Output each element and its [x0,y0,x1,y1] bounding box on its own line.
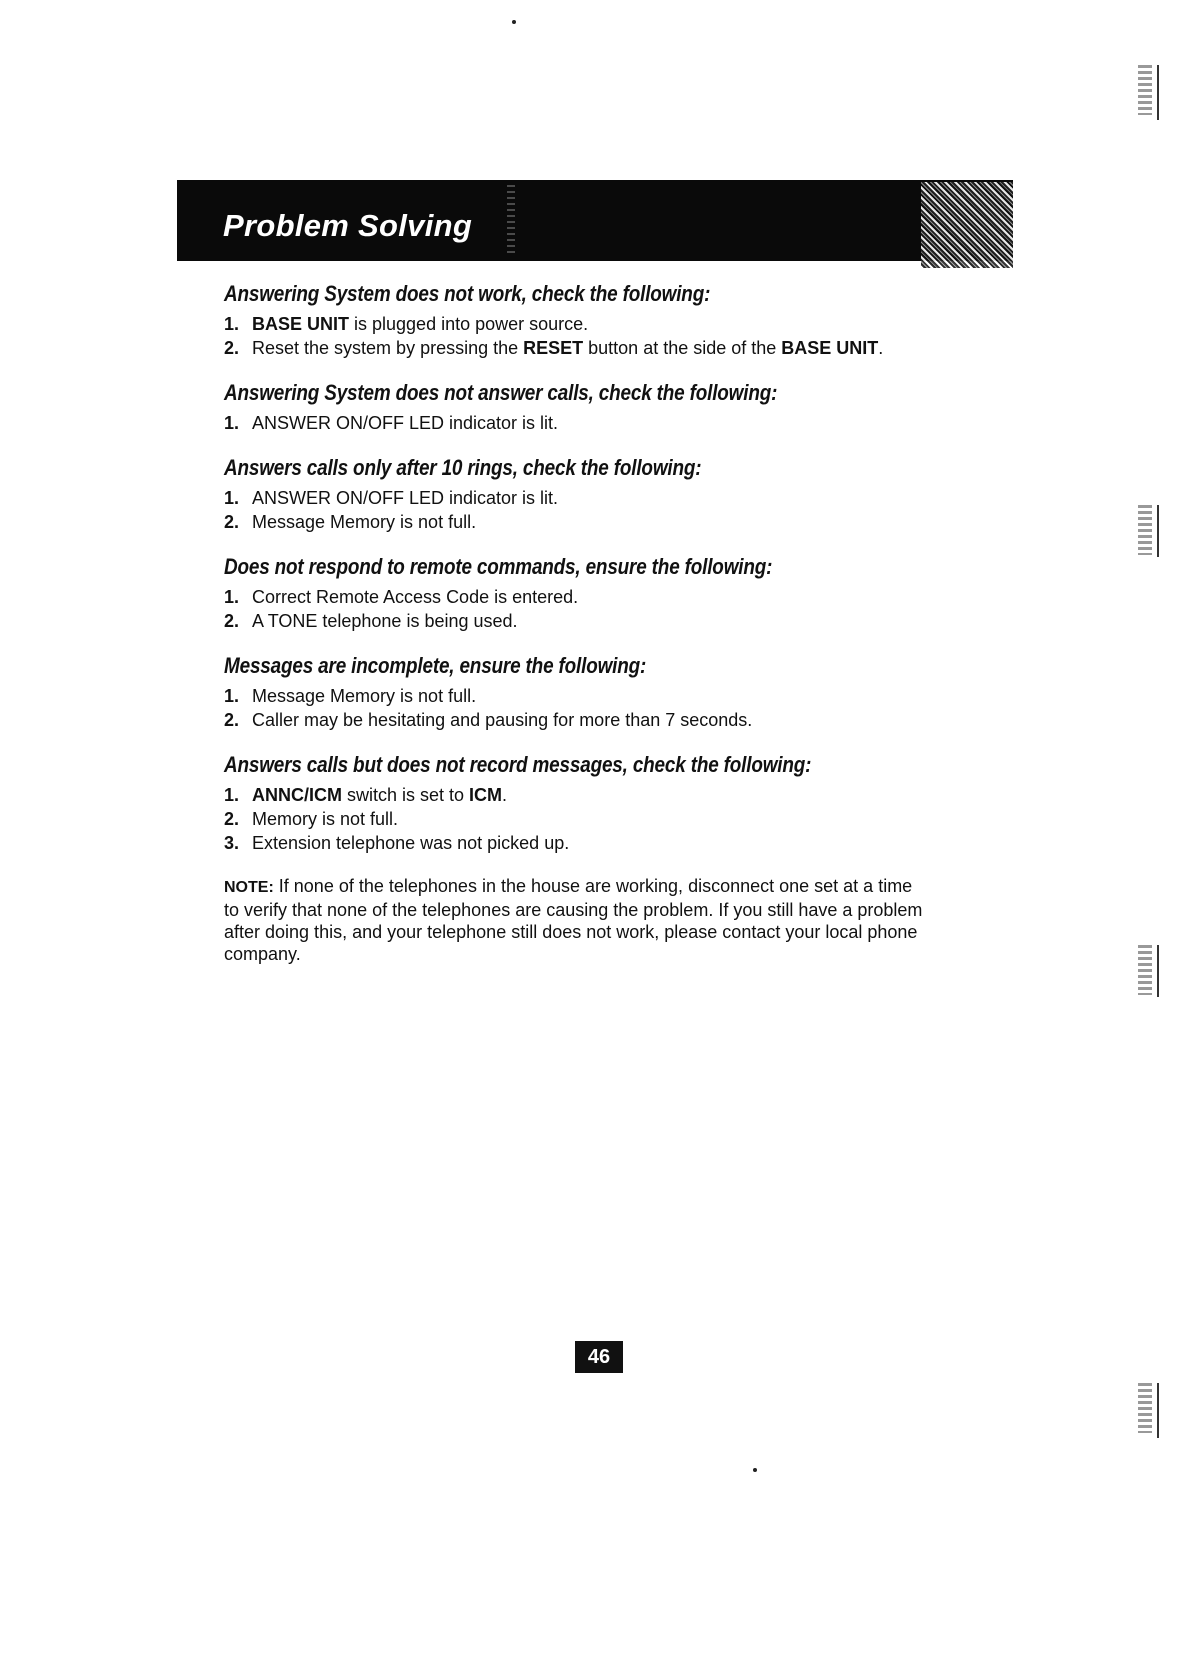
checklist-item [224,609,924,633]
item-keyword: BASE UNIT [781,338,879,358]
troubleshooting-section [224,554,924,633]
item-text: . [878,338,884,358]
section-heading: Answering System does not answer calls, check the following: [224,380,778,405]
section-heading: Answers calls only after 10 rings, check the following: [224,455,702,480]
item-number: 1. [224,413,240,433]
checklist [224,585,924,633]
scan-edge-line [1157,945,1159,997]
item-keyword: ANNC/ICM [252,785,342,805]
checklist [224,312,924,360]
item-text: ANSWER ON/OFF LED indicator is lit. [252,413,559,433]
item-text: Reset the system by pressing the [252,338,524,358]
checklist-item [224,312,924,336]
section-heading: Answering System does not work, check the following: [224,281,711,306]
note-label: NOTE: [224,879,274,896]
scan-edge-mark [1138,505,1152,555]
item-number: 1. [224,785,240,805]
scan-edge-line [1157,1383,1159,1438]
scan-edge-mark [1138,1383,1152,1433]
scan-artifact [507,185,515,255]
troubleshooting-section [224,380,924,435]
item-number: 2. [224,512,240,532]
scan-edge-mark [1138,945,1152,995]
item-number: 2. [224,611,240,631]
item-keyword: RESET [523,338,584,358]
troubleshooting-content [224,281,924,965]
troubleshooting-section [224,653,924,732]
item-text: Extension telephone was not picked up. [252,833,570,853]
item-text: Memory is not full. [252,809,399,829]
item-number: 1. [224,488,240,508]
scan-edge-mark [1138,65,1152,115]
checklist-item [224,684,924,708]
page-number: 46 [575,1341,623,1373]
checklist-item [224,411,924,435]
checklist-item [224,831,924,855]
page-title: Problem Solving [223,208,473,243]
item-text: button at the side of the [583,338,782,358]
item-number: 3. [224,833,240,853]
scan-edge-line [1157,505,1159,557]
item-text: Message Memory is not full. [252,512,477,532]
item-keyword: ICM [469,785,503,805]
checklist-item [224,336,924,360]
item-text: Message Memory is not full. [252,686,477,706]
item-number: 1. [224,587,240,607]
troubleshooting-section [224,752,924,855]
troubleshooting-section [224,281,924,360]
checklist-item [224,708,924,732]
item-text: A TONE telephone is being used. [252,611,518,631]
checklist [224,684,924,732]
item-text: . [502,785,508,805]
checklist [224,486,924,534]
scan-dot [512,20,516,24]
header-texture-image [921,182,1013,268]
checklist-item [224,510,924,534]
checklist-item [224,807,924,831]
checklist [224,411,924,435]
section-heading: Messages are incomplete, ensure the following: [224,653,647,678]
checklist-item [224,783,924,807]
scan-dot [753,1468,757,1472]
scan-edge-line [1157,65,1159,120]
checklist-item [224,585,924,609]
section-header-bar [177,180,1013,261]
item-text: ANSWER ON/OFF LED indicator is lit. [252,488,559,508]
item-number: 2. [224,710,240,730]
item-text: Correct Remote Access Code is entered. [252,587,579,607]
section-heading: Does not respond to remote commands, ensure the following: [224,554,773,579]
item-number: 2. [224,338,240,358]
item-number: 2. [224,809,240,829]
item-text: Caller may be hesitating and pausing for more than 7 seconds. [252,710,753,730]
item-text: switch is set to [342,785,470,805]
section-heading: Answers calls but does not record messages, check the following: [224,752,812,777]
troubleshooting-section [224,455,924,534]
item-keyword: BASE UNIT [252,314,350,334]
checklist-item [224,486,924,510]
item-number: 1. [224,314,240,334]
item-number: 1. [224,686,240,706]
checklist [224,783,924,855]
item-text: is plugged into power source. [349,314,589,334]
note-text: If none of the telephones in the house are working, disconnect one set at a time to verify that none of the telephones are causing the problem. If you still have a problem after doing this, and your telephone still does not work, please contact your local phone company. [224,876,923,964]
note-paragraph [224,875,924,965]
